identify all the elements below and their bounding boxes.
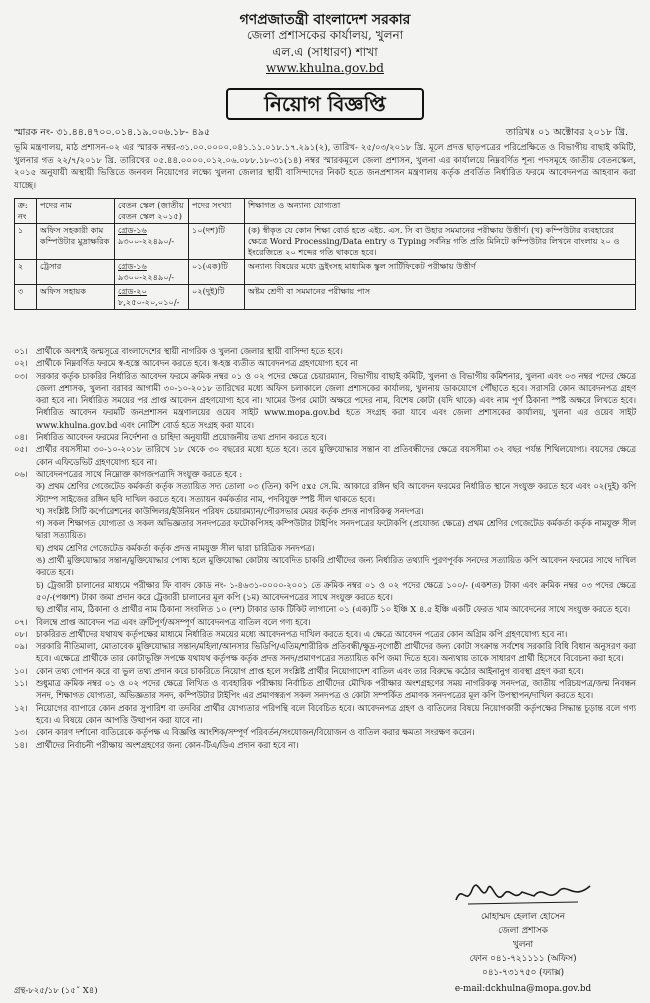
attachment-item: ঘ) প্রথম শ্রেণির গেজেটেড কর্মকর্তা কর্তৃক প্রদত্ত নামযুক্ত সীল দ্বারা চারিত্রিক সনদপত্র। [36, 542, 315, 553]
signature-block [408, 876, 638, 980]
condition-text: প্রার্থীদের নির্বাচনী পরীক্ষায় অংশগ্রহণের জন্য কোন-টিএ/ডিএ প্রদান করা হবে না। [36, 739, 299, 750]
condition-text: কোন তথ্য গোপন করে বা ভুল তথ্য প্রদান করে চাকরিতে নিয়োগ প্রাপ্ত হলে সংশ্লিষ্ট প্রার্থীর নিয়োগাদেশ বাতিল এবং তার বিরুদ্ধে কঠোর আইনানুগ ব্যবস্থা গ্রহণ করা হবে। [36, 665, 584, 676]
condition-item [14, 345, 636, 357]
condition-number: ০৩। [14, 370, 28, 381]
condition-number: ০৯। [14, 641, 28, 652]
condition-text: সরকার কর্তৃক চাকরির নির্ধারিত আবেদন ফরমে ক্রমিক নম্বর ০১ ও ০২ পদের ক্ষেত্রে চেয়ারম্যান, বিভাগীয় বাছাই কমিটি, খুলনা ও বিভাগীয় কমিশনার, খুলনা এবং ০৩ নম্বর পদের ক্ষেত্রে জেলা প্রশাসক, খুলনা বরাবর আগামী ৩০-১০-২০১৮ তারিখের মধ্যে অফিস চলাকালে জেলা প্রশাসকের কার্যালয়, খুলনায় ডাকযোগে পৌঁছাতে হবে। সরাসরি কোন আবেদনপত্র গ্রহণ করা হবে না। নির্ধারিত সময়ের পর প্রাপ্ত আবেদন গ্রহণযোগ্য হবে না। খামের উপর মোটা অক্ষরে পদের নাম, বিশেষ কোটা (যদি থাকে) এবং নাম পূর্ণ ঠিকানা স্পষ্ট অক্ষরে লিখতে হবে। নির্ধারিত আবেদন ফরমটি জনপ্রশাসন মন্ত্রণালয়ের ওয়েব সাইট www.mopa.gov.bd হতে সংগ্রহ করা যাবে এবং জেলা প্রশাসকের কার্যালয়, খুলনা এর ওয়েব সাইট www.khulna.gov.bd এবং নোটিশ বোর্ড হতে সংগ্রহ করা যাবে। [36, 370, 636, 430]
condition-text: প্রার্থীকে অবশ্যই জন্মসূত্রে বাংলাদেশের স্থায়ী নাগরিক ও খুলনা জেলার স্থায়ী বাসিন্দা হতে হবে। [36, 346, 343, 356]
office-fax: ০৪১-৭৩১৭৫০ (ফ্যাক্স) [481, 968, 565, 978]
condition-item [14, 702, 636, 727]
condition-text: আবেদনপত্রের সাথে নিম্নোক্ত কাগজপত্রাদি সংযুক্ত করতে হবে : [36, 468, 243, 479]
attachment-item: ঙ) প্রার্থী মুক্তিযোদ্ধার সন্তান/মুক্তিযোদ্ধার পোষ্য হলে মুক্তিযোদ্ধা কোটায় আবেদিত চাকরি প্রার্থীদের জন্য নির্ধারিত তথ্যাদি পুরণপূর্বক সনদের সত্যায়িত কপি আবেদন ফরমের সাথে দাখিল করতে হবে। [36, 555, 636, 578]
signatory-place: খুলনা [512, 940, 534, 950]
attachment-item: খ) সংশ্লিষ্ট সিটি কর্পোরেশনের কাউন্সিলর/ইউনিয়ন পরিষদ চেয়ারম্যান/পৌরসভার মেয়র কর্তৃক প্রদত্ত নাগরিকত্ব সনদপত্র। [36, 505, 424, 516]
condition-text: নিয়োগের ব্যাপারে কোন প্রকার সুপারিশ বা তদবির প্রার্থীর যোগ্যতার পরিপন্থি বলে বিবেচিত হবে। আবেদনপত্র গ্রহণ ও বাতিলের বিষয়ে নিয়োগকারী কর্তৃপক্ষের সিদ্ধান্ত চূড়ান্ত বলে গণ্য হবে। এ বিষয়ে কোন আপত্তি উত্থাপন করা যাবে না। [36, 702, 636, 725]
condition-number: ০৬। [14, 468, 28, 479]
col-header-qualification: শিক্ষাগত ও অন্যান্য যোগ্যতা [245, 199, 636, 224]
signature-scribble-icon [448, 876, 598, 910]
posts-table [14, 198, 636, 310]
condition-text: প্রার্থীকে নিম্নবর্ণিত ফরমে স্ব-হস্তে আবেদন করতে হবে। স্ব-হস্ত ব্যতীত আবেদনপত্র গ্রহণযোগ্য হবে না [36, 358, 358, 369]
conditions-list [14, 345, 636, 751]
govt-header: গণপ্রজাতন্ত্রী বাংলাদেশ সরকার [239, 12, 411, 28]
condition-text: শুধুমাত্র ক্রমিক নম্বর ০১ ও ০২ পদের ক্ষেত্রে লিখিত ও ব্যবহারিক পরীক্ষায় নির্বাচিত প্রার্থীদের মৌখিক পরীক্ষার অংশগ্রহণের সময় নাগরিকত্ব সনদপত্র, জাতীয় পরিচয়পত্র/জন্ম নিবন্ধন সনদ, শিক্ষাগত যোগ্যতা, অভিজ্ঞতার সনদ, কম্পিউটার টাইপিং এর প্রমাণস্বরূপ সকল সনদপত্র ও কোটা সম্পর্কিত প্রমাণক সনদপত্রের মূল কপি উপস্থাপন/দাখিল করতে হবে। [36, 678, 636, 701]
pay-range: ৯৩০০-২২৪৯০/- [118, 236, 175, 246]
table-row [15, 260, 636, 285]
table-header-row [15, 199, 636, 224]
cell-post-name: অফিস সহায়ক [37, 285, 115, 310]
condition-number: ০২। [14, 358, 28, 369]
cell-pay-scale [115, 260, 189, 285]
signatory-designation: জেলা প্রশাসক [498, 926, 548, 936]
pay-grade: গ্রেড-১৬ [118, 225, 147, 235]
col-header-post-name: পদের নাম [37, 199, 115, 224]
cell-pay-scale [115, 224, 189, 260]
condition-number: ১৪। [14, 739, 28, 750]
condition-item [14, 640, 636, 665]
condition-text: নির্ধারিত আবেদন ফরমের নির্দেশনা ও চাহিদা অনুযায়ী প্রয়োজনীয় তথ্য প্রদান করতে হবে। [36, 432, 327, 443]
notice-title: নিয়োগ বিজ্ঞপ্তি [226, 88, 424, 120]
condition-item [14, 357, 636, 369]
col-header-post-count: পদের সংখ্যা [189, 199, 245, 224]
branch-name: এল.এ (সাধারণ) শাখা [272, 45, 378, 59]
condition-item [14, 628, 636, 640]
condition-item [14, 468, 636, 480]
condition-text: বিলম্বে প্রাপ্ত আবেদন পত্র এবং ত্রুটিপূর্ণ/অসম্পূর্ণ আবেদনপত্র বাতিল বলে গণ্য হবে। [36, 616, 311, 627]
office-email[interactable]: e-mail:dckhulna@mopa.gov.bd [454, 984, 592, 994]
website-link[interactable]: www.khulna.gov.bd [266, 61, 384, 75]
pay-range: ৮,২৫০-২০,০১০/- [118, 297, 180, 307]
cell-post-name: ট্রেসার [37, 260, 115, 285]
pay-grade: গ্রেড-২০ [118, 286, 147, 296]
print-code: গ্রন্থ-৮২৫/১৮ (১৫˝ X৪) [14, 986, 98, 996]
condition-number: ০৭। [14, 616, 28, 627]
condition-item [14, 370, 636, 431]
cell-serial: ২ [15, 260, 37, 285]
office-name: জেলা প্রশাসকের কার্যালয়, খুলনা [246, 28, 404, 42]
condition-number: ১০। [14, 665, 28, 676]
cell-post-count: ০১(এক)টি [189, 260, 245, 285]
cell-post-count: ১০(দশ)টি [189, 224, 245, 260]
condition-text: সরকারি নীতিমালা, মোতাবেক মুক্তিযোদ্ধার সন্তান/মহিলা/আনসার ভিডিপি/এতিম/শারীরিক প্রতিবন্ধী/ক্ষুদ্র-নৃগোষ্ঠী প্রার্থীদের জন্য কোটা সংক্রান্ত সর্বশেষ সরকারি বিধি বিধান অনুসরণ করা হবে। এক্ষেত্রে প্রার্থীকে তার কোটাভূক্তি সপক্ষে যথাযথ কর্তৃপক্ষ কর্তৃক প্রদত্ত সনদ/প্রমাণপত্রের সত্যায়িত কপি জমা দিতে হবে। অন্যথায় তাকে সাধারণ প্রার্থী হিসেবে বিবেচনা করা হবে। [36, 641, 636, 664]
condition-item [14, 726, 636, 738]
condition-item [14, 739, 636, 751]
pay-range: ৯৩০০-২২৪৯০/- [118, 272, 175, 282]
condition-number: ০১। [14, 346, 28, 356]
table-row [15, 285, 636, 310]
condition-text: কোন কারণ দর্শানো ব্যতিরেকে কর্তৃপক্ষ এ বিজ্ঞপ্তি আংশিক/সম্পূর্ণ পরিবর্তন/সংযোজন/বিয়োজন ও বাতিল করার ক্ষমতা সংরক্ষণ করেন। [36, 727, 475, 738]
condition-item [14, 431, 636, 443]
condition-number: ০৫। [14, 444, 28, 455]
condition-number: ০৪। [14, 432, 28, 443]
cell-qualification: (ক) স্বীকৃত যে কোন শিক্ষা বোর্ড হতে এইচ. এস. সি বা উহার সমমানের পরীক্ষায় উত্তীর্ণ। (খ) কম্পিউটার ব্যবহারের ক্ষেত্রে Word Processing/Data entry ও Typing সর্বনিম্ন গতি প্রতি মিনিটে কম্পিউটার লিখনে বাংলায় ২০ ও ইংরেজিতে ২০ শব্দের গতি থাকতে হবে। [245, 224, 636, 260]
cell-pay-scale [115, 285, 189, 310]
office-phone: ফোন ০৪১-৭২১১১১ (অফিস) [469, 954, 577, 964]
condition-text: চাকরিরত প্রার্থীদের যথাযথ কর্তৃপক্ষের মাধ্যমে নির্ধারিত সময়ের মধ্যে আবেদনপত্র দাখিল করতে হবে। এ ক্ষেত্রে আবেদন পত্রের কোন অগ্রিম কপি গ্রহণযোগ্য হবে না। [36, 628, 568, 639]
condition-item [14, 616, 636, 628]
memo-number: স্মারক নং- ৩১.৪৪.৪৭০০.০১৪.১৯.০০৬.১৮- ৪৯৫ [14, 127, 211, 138]
condition-item [14, 677, 636, 702]
condition-item [14, 665, 636, 677]
cell-post-name: অফিস সহকারী কাম কম্পিউটার মুদ্রাক্ষরিক [37, 224, 115, 260]
condition-number: ১২। [14, 702, 28, 713]
attachment-item: ছ) প্রার্থীর নাম, ঠিকানা ও প্রার্থীর নাম ঠিকানা সংবলিত ১০ (দশ) টাকার ডাক টিকিট লাগানো ০১ (এক)টি ১০ ইঞ্চি X ৪.৫ ইঞ্চি একটি ফেরত খাম আবেদনের সাথে সংযুক্ত করতে হবে। [36, 604, 631, 615]
intro-paragraph: ভূমি মন্ত্রণালয়, মাঠ প্রশাসন-০২ এর স্মারক নম্বর-৩১.০০.০০০০.০৪১.১১.০১৮.১৭.২৯১(২), তারিখ- ২৫/০৩/২০১৮ খ্রি. মূলে প্রদত্ত ছাড়পত্রের পরিপ্রেক্ষিতে ও বিভাগীয় বাছাই কমিটি, খুলনার গত ২২/৭/২০১৮ খ্রি. তারিখের ০৫.৪৪.০০০০.০১২.০৬.০৮৮.১৮-৩১(১৪) নম্বর স্মারকমূলে জেলা প্রশাসন, খুলনা এর কার্যালয়ে নিম্নবর্ণিত শূন্য পদসমূহে জাতীয় বেতনস্কেল, ২০১৫ অনুযায়ী অস্থায়ী ভিত্তিতে জনবল নিয়োগের লক্ষ্যে খুলনা জেলার স্থায়ী বাসিন্দাদের নিকট হতে জনপ্রশাসন মন্ত্রণালয় কর্তৃক প্রবর্তিত নির্ধারিত ফরমে আবেদনপত্র আহবান করা যাচ্ছে। [14, 143, 636, 191]
cell-serial: ১ [15, 224, 37, 260]
pay-grade: গ্রেড-১৬ [118, 261, 147, 271]
condition-number: ০৮। [14, 628, 28, 639]
col-header-serial: ক্র: নং [15, 199, 37, 224]
condition-number: ১১। [14, 678, 28, 689]
col-header-pay-scale: বেতন স্কেল (জাতীয় বেতন স্কেল ২০১৫) [115, 199, 189, 224]
cell-serial: ৩ [15, 285, 37, 310]
condition-item [14, 443, 636, 468]
attachment-item: ক) প্রথম শ্রেণির গেজেটেড কর্মকর্তা কর্তৃক সত্যায়িত সদ্য তোলা ০৩ (তিন) কপি ৫x৫ সে.মি. আকারে রঙ্গিন ছবি আবেদন ফরমের নির্ধারিত স্থানে সংযুক্ত করতে হবে এবং ০২(দুই) কপি স্ট্যাম্প সাইজের রঙ্গিন ছবি দাখিল করতে হবে। সত্যায়ন কর্মকর্তার নাম, পদবিযুক্ত স্পষ্ট সীল থাকতে হবে। [36, 481, 636, 504]
memo-date: তারিখঃ ০১ অক্টোবর ২০১৮ খ্রি. [505, 127, 628, 138]
cell-qualification: অষ্টম শ্রেণী বা সমমানের পরীক্ষায় পাস [245, 285, 636, 310]
condition-text: প্রার্থীর বয়সসীমা ৩০-১০-২০১৮ তারিখে ১৮ থেকে ৩০ বছরের মধ্যে হতে হবে। তবে মুক্তিযোদ্ধার সন্তান বা প্রতিবন্ধীদের ক্ষেত্রে বয়সসীমা ৩২ বছর পর্যন্ত শিথিলযোগ্য। বয়সের ক্ষেত্রে কোন এফিডেভিট গ্রহণযোগ্য হবে না। [36, 444, 636, 467]
condition-number: ১৩। [14, 727, 28, 738]
cell-qualification: অন্যান্য বিষয়ের মধ্যে ড্রইংসহ মাধ্যমিক স্কুল সার্টিফিকেট পরীক্ষায় উত্তীর্ণ [245, 260, 636, 285]
attachment-item: গ) সকল শিক্ষাগত যোগ্যতা ও সকল অভিজ্ঞতার সনদপত্রের ফটোকপিসহ কম্পিউটার টাইপিং সনদপত্রের ফটোকপি (প্রযোজ্য ক্ষেত্রে) প্রথম শ্রেণির গেজেটেড কর্মকর্তা কর্তৃক নামযুক্ত সীল দ্বারা সত্যায়িত। [36, 518, 636, 541]
handwritten-signature [408, 876, 638, 910]
signatory-name: মোহাম্মদ হেলাল হোসেন [480, 912, 566, 922]
table-row [15, 224, 636, 260]
attachment-item: চ) ট্রেজারী চালানের মাধ্যমে পরীক্ষার ফি বাবদ কোড নং- ১-৪৬৩১-০০০০-২০০১ তে ক্রমিক নম্বর ০১ ও ০২ পদের ক্ষেত্রে ১০০/- (একশত) টাকা এবং ক্রমিক নম্বর ০৩ পদের ক্ষেত্রে ৫০/-(পঞ্চাশ) টাকা জমা প্রদান করে ট্রেজারী চালানের মূল কপি (১ম) আবেদনপত্রের সাথে সংযুক্ত করতে হবে। [36, 579, 636, 602]
cell-post-count: ০২(দুই)টি [189, 285, 245, 310]
